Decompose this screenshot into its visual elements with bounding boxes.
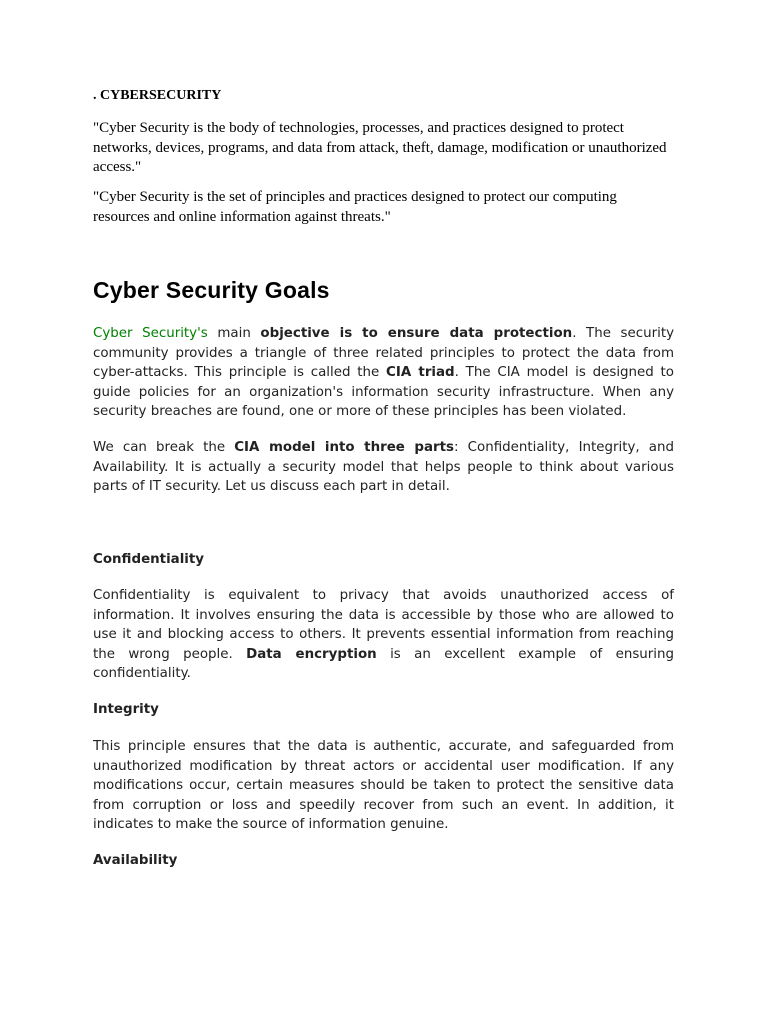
text-span: : Confidentiality, Integrity, and Availability. It is actually a security model that helps people to think about various parts of IT security. Let us discuss each part in detail. (93, 440, 674, 495)
text-span: main (207, 326, 261, 341)
definition-quote-1: "Cyber Security is the body of technologies, processes, and practices designed to protect networks, devices, programs, and data from attack, theft, damage, modification or unauthorized access." (93, 120, 667, 175)
confidentiality-paragraph (93, 586, 674, 684)
integrity-paragraph: This principle ensures that the data is authentic, accurate, and safeguarded from unauthorized modification by threat actors or accidental user modification. If any modifications occur, certain measures should be taken to protect the sensitive data from corruption or loss and speedily recover from such an event. In addition, it indicates to make the source of information genuine. (93, 739, 674, 833)
text-span: is an excellent example of ensuring confidentiality. (93, 646, 674, 682)
bold-objective: objective is to ensure data protection (260, 326, 573, 341)
text-span: . The security community provides a triangle of three related principles to protect the data from cyber-attacks. This principle is called the (93, 326, 675, 381)
bold-cia-model: CIA model into three parts (234, 440, 455, 455)
bold-cia-triad: CIA triad (386, 365, 455, 381)
section-heading-cybersecurity: . CYBERSECURITY (93, 88, 222, 103)
text-span: Confidentiality is equivalent to privacy that avoids unauthorized access of information. It involves ensuring the data is accessible by those who are allowed to use it and blocking access to others. It prevents essential information from reaching the wrong people. (93, 588, 674, 662)
heading-integrity: Integrity (93, 702, 159, 717)
text-span: . The CIA model is designed to guide policies for an organization's information security infrastructure. When any security breaches are found, one or more of these principles has been violated. (93, 365, 674, 420)
heading-confidentiality: Confidentiality (93, 552, 205, 567)
goals-paragraph-2 (93, 438, 674, 497)
page-title: Cyber Security Goals (93, 277, 330, 303)
definition-quote-2: "Cyber Security is the set of principles and practices designed to protect our computing resources and online information against threats." (93, 189, 617, 225)
cyber-security-link[interactable]: Cyber Security's (93, 326, 208, 341)
heading-availability: Availability (93, 853, 178, 868)
goals-paragraph-1 (93, 324, 674, 422)
bold-data-encryption: Data encryption (246, 646, 377, 662)
text-span: We can break the (93, 440, 235, 455)
